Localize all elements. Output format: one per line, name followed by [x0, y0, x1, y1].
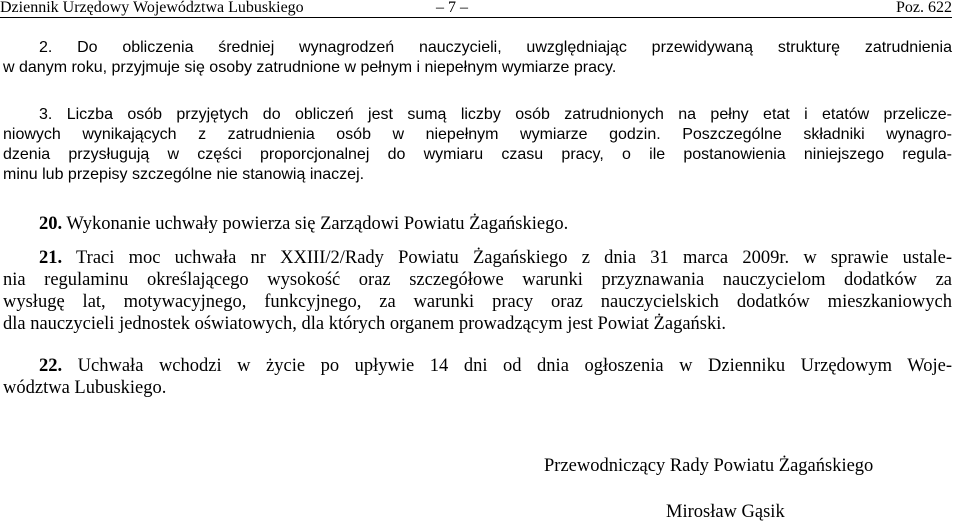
item-3-line-4: minu lub przepisy szczególne nie stanowią inaczej. — [3, 166, 365, 183]
paragraph-21-line-4: dla nauczycieli jednostek oświatowych, dla których organem prowadzącym jest Powiat Żagański. — [3, 314, 726, 334]
page-header — [0, 0, 952, 18]
paragraph-20-number: 20. — [39, 214, 63, 234]
paragraph-22-line-1 — [3, 355, 952, 377]
paragraph-21 — [3, 247, 952, 335]
paragraph-22-line-2: wództwa Lubuskiego. — [3, 378, 167, 398]
paragraph-21-text-1: Traci moc uchwała nr XXIII/2/Rady Powiatu Żagańskiego z dnia 31 marca 2009r. w sprawie ustale- — [62, 248, 952, 268]
signature-title: Przewodniczący Rady Powiatu Żagańskiego — [544, 456, 874, 476]
item-2-line-1: 2. Do obliczenia średniej wynagrodzeń nauczycieli, uwzględniając przewidywaną strukturę zatrudnienia — [39, 39, 952, 56]
paragraph-21-line-1 — [3, 247, 952, 269]
signature-name: Mirosław Gąsik — [666, 502, 785, 522]
item-3-line-2: niowych wynikających z zatrudnienia osób w niepełnym wymiarze godzin. Poszczególne składniki wynagro- — [3, 126, 952, 143]
paragraph-20 — [3, 213, 952, 235]
page-number: – 7 – — [436, 0, 468, 16]
paragraph-22-number: 22. — [39, 356, 63, 376]
item-3-line-3: dzenia przysługują w części proporcjonalnej do wymiaru czasu pracy, o ile postanowienia niniejszego regula- — [3, 146, 952, 163]
paragraph-21-line-2: nia regulaminu określającego wysokość oraz szczegółowe warunki przyznawania nauczycielom dodatków za — [3, 270, 952, 290]
item-2-line-2: w danym roku, przyjmuje się osoby zatrudnione w pełnym i niepełnym wymiarze pracy. — [3, 59, 617, 76]
paragraph-22 — [3, 355, 952, 399]
item-2-paragraph — [3, 38, 952, 78]
item-3-paragraph — [3, 105, 952, 185]
position-number: Poz. 622 — [896, 0, 952, 16]
paragraph-22-text-1: Uchwała wchodzi w życie po upływie 14 dni od dnia ogłoszenia w Dzienniku Urzędowym Woje- — [62, 356, 952, 376]
paragraph-20-text: Wykonanie uchwały powierza się Zarządowi Powiatu Żagańskiego. — [62, 214, 569, 234]
item-3-line-1: 3. Liczba osób przyjętych do obliczeń jest sumą liczby osób zatrudnionych na pełny etat i etatów przelicze- — [39, 106, 952, 123]
paragraph-21-number: 21. — [39, 248, 63, 268]
paragraph-20-line — [3, 213, 952, 235]
journal-title: Dziennik Urzędowy Województwa Lubuskiego — [0, 0, 304, 16]
paragraph-21-line-3: wysługę lat, motywacyjnego, funkcyjnego, za warunki pracy oraz nauczycielskich dodatków mieszkaniowych — [3, 292, 952, 312]
